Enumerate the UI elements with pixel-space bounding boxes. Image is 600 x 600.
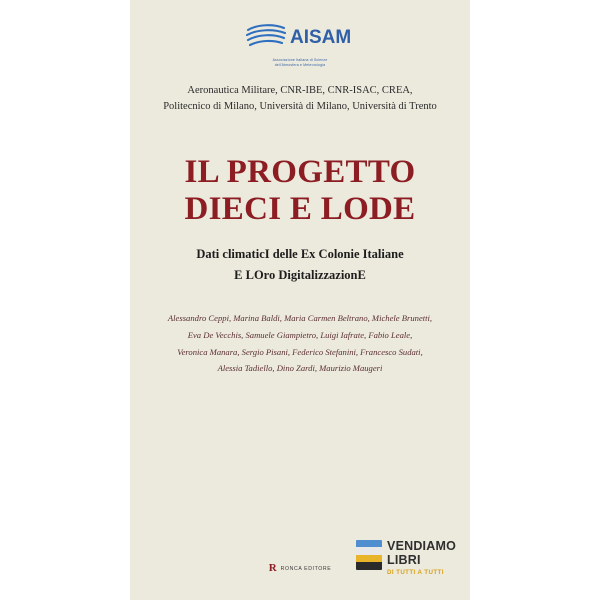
subtitle-line-1: Dati climaticI delle Ex Colonie Italiane [196,246,404,261]
aisam-logo-mark [244,22,356,52]
subtitle-line-2: E LOro DigitalizzazionE [234,267,366,282]
publisher-logo [269,563,332,574]
author-line: Eva De Vecchis, Samuele Giampietro, Luigi Iafrate, Fabio Leale, [187,329,413,340]
vendiamo-text [387,540,456,576]
vendiamo-line-1: VENDIAMO [387,538,456,553]
author-list [130,310,470,377]
affiliation-line: Politecnico di Milano, Università di Milano, Università di Trento [163,101,437,113]
author-line: Veronica Manara, Sergio Pisani, Federico Stefanini, Francesco Sudati, [177,346,423,357]
publisher-name: RONCA EDITORE [280,565,332,572]
publisher-mark-icon: R [268,562,277,574]
affiliations [130,83,470,116]
vendiamo-line-2: LIBRI [387,553,421,568]
svg-text:AISAM: AISAM [290,27,352,48]
book-title [130,154,470,228]
vendiamo-tagline: DI TUTTI A TUTTI [387,568,444,576]
author-line: Alessandro Ceppi, Marina Baldi, Maria Carmen Beltrano, Michele Brunetti, [167,313,433,324]
book-cover [130,0,470,600]
aisam-logo [130,22,470,67]
title-line-2: DIECI E LODE [184,190,416,227]
book-subtitle [130,244,470,287]
author-line: Alessia Tadiello, Dino Zardi, Maurizio Maugeri [217,363,383,374]
vendiamo-libri-logo [356,540,456,576]
affiliation-line: Aeronautica Militare, CNR-IBE, CNR-ISAC, CREA, [187,85,413,97]
aisam-logo-subtitle: Associazione Italiana di Scienze dell'Atmosfera e Meteorologia [272,58,328,67]
cover-footer [130,530,470,576]
title-line-1: IL PROGETTO [184,153,416,190]
flag-icon [356,540,382,570]
